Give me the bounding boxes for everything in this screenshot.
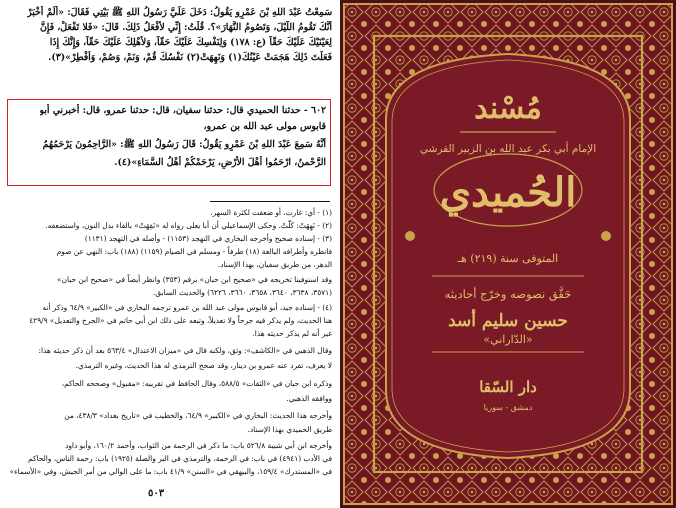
book-cover: [340, 0, 676, 508]
footnote-line: ووافقه الذهبي.: [286, 394, 332, 403]
footnote-line: الدهر، من طريق سفيان، بهذا الإسناد.: [217, 260, 332, 269]
hadith-isnad-line: ٦٠٢ - حدثنا الحميدي قال: حدثنا سفيان، قال: حدثنا عمرو، قال: أخبرني أبو: [39, 105, 326, 116]
main-text-line: فَعَلْتَ ذَلِكَ هَجَمَتْ عَيْنُكَ(١) وَنَهِهَتْ(٢) نَفْسُكَ قُمْ، وَنَمْ، وَصُمْ، وَأَفْطِرْ»(٣).: [48, 52, 332, 63]
footnote-line: وقد استوفينا تخريجه في «صحيح ابن حبان» برقم (٣٥٣) وانظر أيضاً في «صحيح ابن حبان»: [57, 275, 332, 284]
footnote-line: في «المستدرك» ١٥٩/٤، والبيهقي في «السنن» ٤١/٩ باب: ما على الوالي من أمر الجيش، وفي «الأسماء»: [9, 467, 332, 476]
hadith-isnad-line: قابوس مولى عبد الله بن عمرو،: [203, 121, 326, 132]
cover-publisher-city: دمشق - سوريا: [483, 403, 533, 412]
footnote-line: (٢) - نَهِهَتْ: كَلَّتْ. وحكى الإسماعيلي أن أبا يعلى رواه له «نَفِهَتْ» بالفاء بدل النون، واستضعفه.: [45, 221, 332, 230]
cover-title-top: مُسْند: [474, 91, 542, 126]
cover-editor-intro: حَقَّق نصوصه وخرّج أحاديثه: [444, 287, 572, 301]
footnote-line: وذكره ابن حبان في «الثقات» ٥٨٨/٥، وقال الحافظ في تقريبه: «مقبول» وصححه الحاكم،: [61, 379, 332, 388]
rosette-icon: [601, 231, 611, 241]
footnote-line: غير أنه لم يذكر حديثه هذا.: [252, 329, 332, 338]
cover-author-line: الإمام أبي بكر عبد الله بن الزبير القرشي: [419, 143, 597, 155]
main-text-line: لِعَيْنَيْكَ عَلَيْكَ حَقّاً (ع: ١٧٨) وَلِنَفْسِكَ عَلَيْكَ حَقّاً، وَلأَهْلِكَ عَلَيْكَ حَقّاً، وَإِنَّكَ إِذَا: [49, 37, 332, 48]
footnote-line: (٣) - إسناده صحيح وأخرجه البخاري في التهجد (١١٥٣) - وأصله في التهجد (١١٣١): [84, 234, 332, 243]
cover-publisher: دار السّقا: [479, 378, 537, 396]
main-text-line: أَنَّكَ تَقُومُ اللَّيْلَ، وَتَصُومُ النَّهَارَ»؟. قُلْتُ: إِنِّي لأَفْعَلُ ذَلِكَ. قَالَ: «فَلا تَفْعَلْ، فَإِنَّ: [39, 22, 332, 33]
cover-editor-name: حسين سليم أسد: [448, 311, 568, 331]
cover-main-title: الحُميدي: [439, 169, 577, 216]
footnote-line: وأخرجه ابن أبي شيبة ٥٢٦/٨ باب: ما ذكر في الرحمة من الثواب، وأحمد ١٦٠/٢، وأبو داود: [65, 441, 332, 450]
cover-editor-nisba: «الدّاراني»: [483, 333, 533, 346]
footnote-line: في الأدب (٤٩٤١) في باب: في الرحمة، والترمذي في البر والصلة (١٩٢٥) باب: رحمة الناس، والحاكم: [28, 454, 332, 463]
footnote-line: (١) - أي: غارت، أو ضعفت لكثرة السهر.: [210, 208, 332, 217]
rosette-icon: [405, 231, 415, 241]
footnote-line: (٣٥٧١، ٣٦٣٨، ٣٦٤٠، ٣٦٥٨، ٣٦٦٠، ٦٢٢٦) والحديث السابق.: [152, 288, 332, 297]
footnote-line: لا يعرف، تفرد عنه عمرو بن دينار، وقد صحح الترمذي له هذا الحديث، وغيره الترمذي.: [75, 361, 332, 370]
hadith-matn-line: أَنَّهُ سَمِعَ عَبْدَ اللهِ بْنَ عَمْرٍو يَقُولُ: قَالَ رَسُولُ اللهِ ﷺ: «الرَّاحِمُونَ يَرْحَمُهُمُ: [42, 139, 326, 150]
hadith-matn-line: الرَّحْمنُ، ارْحَمُوا أَهْلَ الأَرْضِ، يَرْحَمْكُمْ أَهْلُ السَّمَاءِ»(٤).: [114, 157, 326, 168]
footnote-line: هنا الحديث، ولم يذكر فيه جرحاً ولا تعديلاً، وتبعه على ذلك ابن أبي حاتم في «الجرح والتعديل» ٤٢٩/٩: [29, 316, 332, 325]
footnote-line: وقال الذهبي في «الكاشف»: وثق، ولكنه قال في «ميزان الاعتدال» ٥٦٣/٤ بعد أن ذكر حديثه هذا:: [38, 346, 332, 355]
footnote-line: طريق الحميدي بهذا الإسناد.: [247, 425, 332, 434]
footnote-line: فانظره وأطرافه البالغة (١٨) طرفاً - ومسلم في الصيام (١١٥٩) (١٨٨) باب: النهي عن صوم: [56, 247, 332, 256]
page-number: ٥٠٣: [148, 488, 165, 499]
footnote-line: وأخرجه هذا الحديث: البخاري في «الكبير» ٦٤/٩، والخطيب في «تاريخ بغداد» ٤٣٨/٣، من: [64, 411, 332, 420]
footnote-line: (٤) - إسناده جيد، أبو قابوس مولى عبد الله بن عمرو ترجمه البخاري في «الكبير» ٦٤/٩ وذكر أنه: [42, 303, 332, 312]
main-text-line: سَمِعْتُ عَبْدَ اللهِ بْنَ عَمْرٍو يَقُولُ: دَخَلَ عَلَيَّ رَسُولُ اللهِ ﷺ بَيْتِي فَقَالَ: «أَلَمْ أُخْبَرْ: [27, 7, 332, 18]
footnote-separator: [210, 201, 330, 202]
cover-death-date: المتوفى سنة (٢١٩) هـ: [457, 252, 559, 265]
